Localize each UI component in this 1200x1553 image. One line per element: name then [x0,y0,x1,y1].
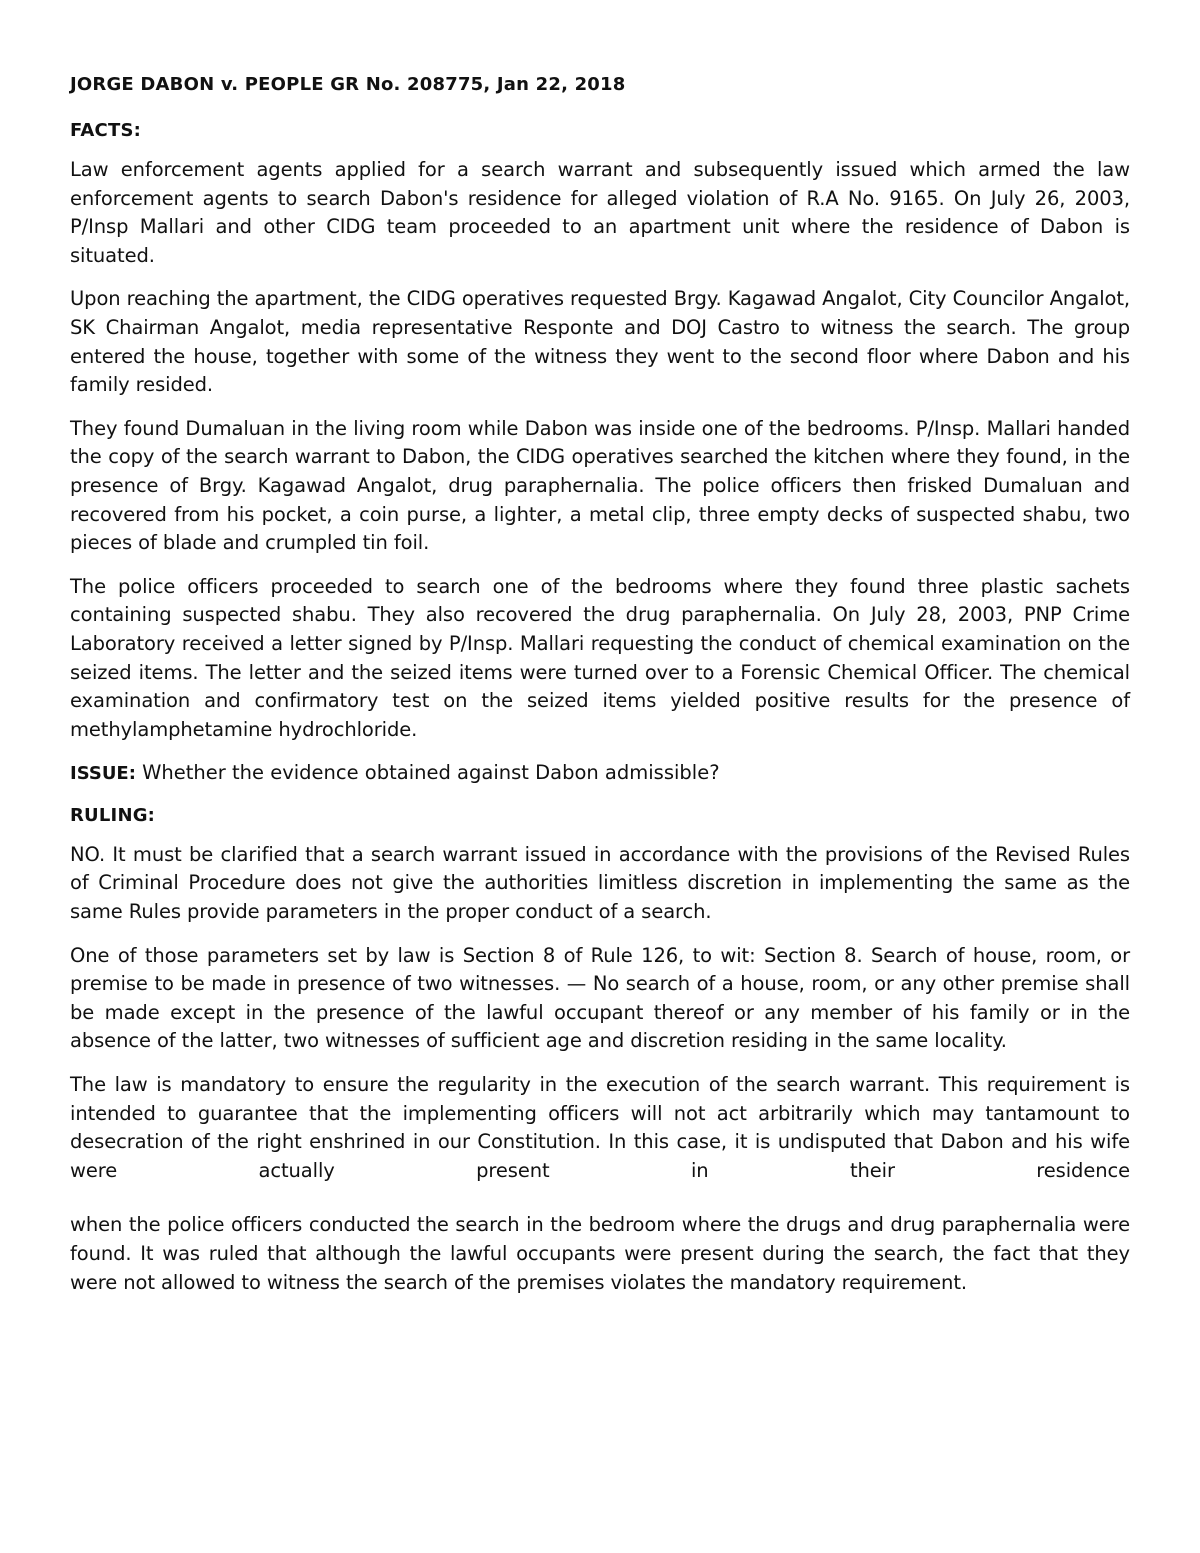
ruling-paragraph-3: The law is mandatory to ensure the regularity in the execution of the search warrant. This requirement is intended to guarantee that the implementing officers will not act arbitrarily which may tantamount to desecration of the right enshrined in our Constitution. In this case, it is undisputed that Dabon and his wife were actually present in their residence [70,1073,1130,1182]
ruling-paragraph-4: when the police officers conducted the search in the bedroom where the drugs and drug paraphernalia were found. It was ruled that although the lawful occupants were present during the search, the fact that they were not allowed to witness the search of the premises violates the mandatory requirement. [70,1213,1130,1294]
facts-heading: FACTS: [70,120,142,141]
issue-label: ISSUE: [70,763,136,785]
ruling-heading: RULING: [70,804,156,826]
ruling-paragraph-1: NO. It must be clarified that a search warrant issued in accordance with the provisions of the Revised Rules of Criminal Procedure does not give the authorities limitless discretion in implementing the same as the same Rules provide parameters in the proper conduct of a search. [70,842,1130,924]
facts-paragraph-2: Upon reaching the apartment, the CIDG operatives requested Brgy. Kagawad Angalot, City Councilor Angalot, SK Chairman Angalot, media representative Responte and DOJ Castro to witness the search. The group entered the house, together with some of the witness they went to the second floor where Dabon and his family resided. [70,287,1130,397]
facts-paragraph-4: The police officers proceeded to search one of the bedrooms where they found three plastic sachets containing suspected shabu. They also recovered the drug paraphernalia. On July 28, 2003, PNP Crime Laboratory received a letter signed by P/Insp. Mallari requesting the conduct of chemical examination on the seized items. The letter and the seized items were turned over to a Forensic Chemical Officer. The chemical examination and confirmatory test on the seized items yielded positive results for the presence of methylamphetamine hydrochloride. [70,574,1130,741]
issue-text: Whether the evidence obtained against Dabon admissible? [135,761,720,785]
case-title: JORGE DABON v. PEOPLE GR No. 208775, Jan 22, 2018 [70,74,626,95]
facts-paragraph-3: They found Dumaluan in the living room while Dabon was inside one of the bedrooms. P/Insp. Mallari handed the copy of the search warrant to Dabon, the CIDG operatives searched the kitchen where they found, in the presence of Brgy. Kagawad Angalot, drug paraphernalia. The police officers then frisked Dumaluan and recovered from his pocket, a coin purse, a lighter, a metal clip, three empty decks of suspected shabu, two pieces of blade and crumpled tin foil. [70,416,1130,555]
facts-paragraph-1: Law enforcement agents applied for a search warrant and subsequently issued which armed the law enforcement agents to search Dabon's residence for alleged violation of R.A No. 9165. On July 26, 2003, P/Insp Mallari and other CIDG team proceeded to an apartment unit where the residence of Dabon is situated. [70,158,1130,267]
issue-paragraph [70,759,1130,789]
document-page [70,72,1130,1312]
ruling-paragraph-2: One of those parameters set by law is Section 8 of Rule 126, to wit: Section 8. Search of house, room, or premise to be made in presence of two witnesses. — No search of a house, room, or any other premise shall be made except in the presence of the lawful occupant thereof or any member of his family or in the absence of the latter, two witnesses of sufficient age and discretion residing in the same locality. [70,943,1130,1053]
